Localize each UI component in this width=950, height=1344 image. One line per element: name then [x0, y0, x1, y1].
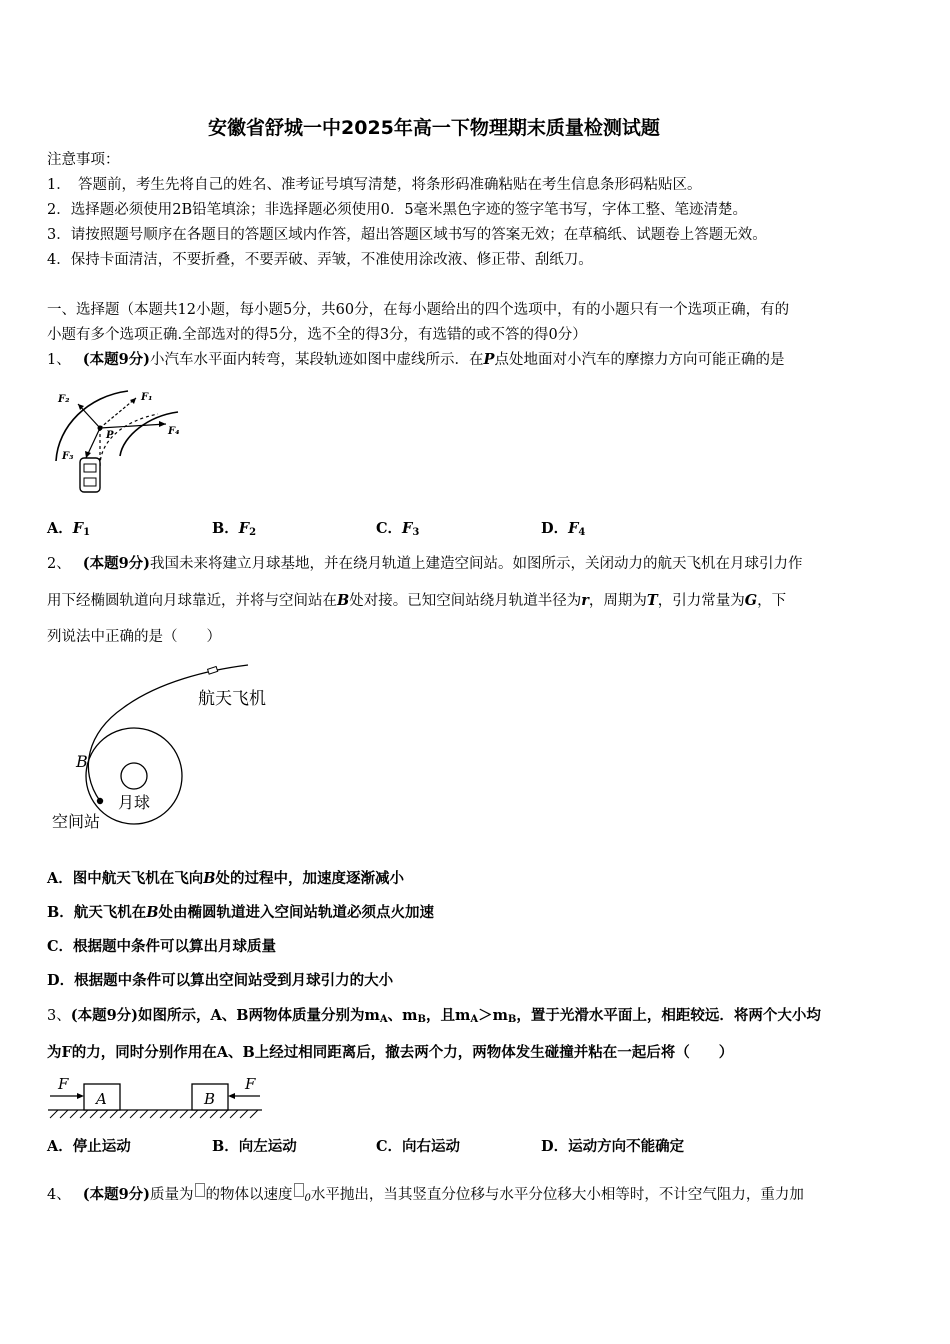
q2-option-d: D．根据题中条件可以算出空间站受到月球引力的大小: [47, 972, 394, 989]
label-station: 空间站: [52, 812, 101, 831]
question-1-stem: [47, 350, 784, 370]
missing-glyph-box: [294, 1183, 304, 1197]
q1-option-a: A．$F_1$: [47, 520, 91, 538]
q3-option-a: A．停止运动: [47, 1138, 131, 1155]
question-2-line-2: 用下经椭圆轨道向月球靠近，并将与空间站在B处对接。已知空间站绕月轨道半径为r，周期为T，引力常量为G，下: [47, 592, 787, 609]
question-number: 1、: [47, 352, 71, 368]
question-3-line-2: 为F的力，同时分别作用在A、B上经过相同距离后，撤去两个力，两物体发生碰撞并粘在一起后将（ ）: [47, 1044, 734, 1061]
question-text: 点处地面对小汽车的摩擦力方向可能正确的是: [494, 352, 785, 368]
question-score: (本题9分): [82, 351, 151, 368]
q3-option-c: C．向右运动: [376, 1138, 461, 1155]
question-score: (本题9分): [70, 1007, 139, 1024]
label-shuttle: 航天飞机: [198, 689, 266, 709]
label-block-b: B: [204, 1090, 216, 1108]
section-header-line-1: 一、选择题（本题共12小题，每小题5分，共60分，在每小题给出的四个选项中，有的小题只有一个选项正确，有的: [47, 302, 790, 318]
label-b: B: [76, 752, 88, 771]
q1-option-c: C．$F_3$: [376, 520, 420, 538]
question-2-line-3: 列说法中正确的是（ ）: [47, 629, 221, 645]
label-force-right: F: [245, 1075, 256, 1093]
notice-item-1: 1． 答题前，考生先将自己的姓名、准考证号填写清楚，将条形码准确粘贴在考生信息条形码粘贴区。: [47, 177, 702, 193]
q3-option-b: B．向左运动: [212, 1138, 297, 1155]
label-p: P: [106, 430, 114, 441]
q2-option-a: A．图中航天飞机在飞向B处的过程中，加速度逐渐减小: [47, 870, 405, 887]
notice-heading: 注意事项：: [47, 152, 120, 168]
label-block-a: A: [96, 1090, 107, 1108]
label-f3: F₃: [62, 451, 74, 462]
label-f2: F₂: [58, 394, 70, 405]
question-score: (本题9分): [82, 555, 151, 572]
question-3-line-1: 3、(本题9分)如图所示，A、B两物体质量分别为$m_A$、$m_B$，且$m_A>m_B$，置于光滑水平面上，相距较远．将两个大小均: [47, 1007, 821, 1025]
notice-item-4: 4．保持卡面清洁，不要折叠，不要弄破、弄皱，不准使用涂改液、修正带、刮纸刀。: [47, 252, 593, 268]
label-f1: F₁: [141, 392, 153, 403]
question-number: 4、: [47, 1187, 71, 1203]
notice-item-2: 2．选择题必须使用2B铅笔填涂；非选择题必须使用0．5毫米黑色字迹的签字笔书写，字体工整、笔迹清楚。: [47, 202, 748, 218]
q3-option-d: D．运动方向不能确定: [541, 1138, 685, 1155]
notice-item-3: 3．请按照题号顺序在各题目的答题区域内作答，超出答题区域书写的答案无效；在草稿纸、试题卷上答题无效。: [47, 227, 767, 243]
question-2-line-1: 2、 (本题9分)我国未来将建立月球基地，并在绕月轨道上建造空间站。如图所示，关闭动力的航天飞机在月球引力作: [47, 555, 803, 572]
label-force-left: F: [58, 1075, 69, 1093]
q1-car-turn-figure: [48, 386, 198, 501]
question-number: 2、: [47, 556, 71, 572]
q3-blocks-figure: [46, 1072, 264, 1120]
page-title: 安徽省舒城一中2025年高一下物理期末质量检测试题: [208, 117, 660, 139]
question-text: 小汽车水平面内转弯，某段轨迹如图中虚线所示．在: [150, 352, 484, 368]
missing-glyph-box: [195, 1183, 205, 1197]
variable-p: P: [483, 351, 495, 368]
question-number: 3、: [47, 1008, 71, 1024]
q2-option-c: C．根据题中条件可以算出月球质量: [47, 938, 277, 955]
q2-moon-orbit-figure: [48, 660, 298, 838]
q1-option-d: D．$F_4$: [541, 520, 586, 538]
q2-option-b: B．航天飞机在B处由椭圆轨道进入空间站轨道必须点火加速: [47, 904, 435, 921]
label-f4: F₄: [168, 426, 180, 437]
q1-option-b: B．$F_2$: [212, 520, 257, 538]
label-moon: 月球: [118, 793, 151, 812]
section-header-line-2: 小题有多个选项正确.全部选对的得5分，选不全的得3分，有选错的或不答的得0分）: [47, 327, 587, 343]
question-score: (本题9分): [82, 1186, 151, 1203]
question-4-line-1: 4、 (本题9分)质量为 的物体以速度 $_0$水平抛出，当其竖直分位移与水平分位移大小相等时，不计空气阻力，重力加: [47, 1183, 804, 1209]
